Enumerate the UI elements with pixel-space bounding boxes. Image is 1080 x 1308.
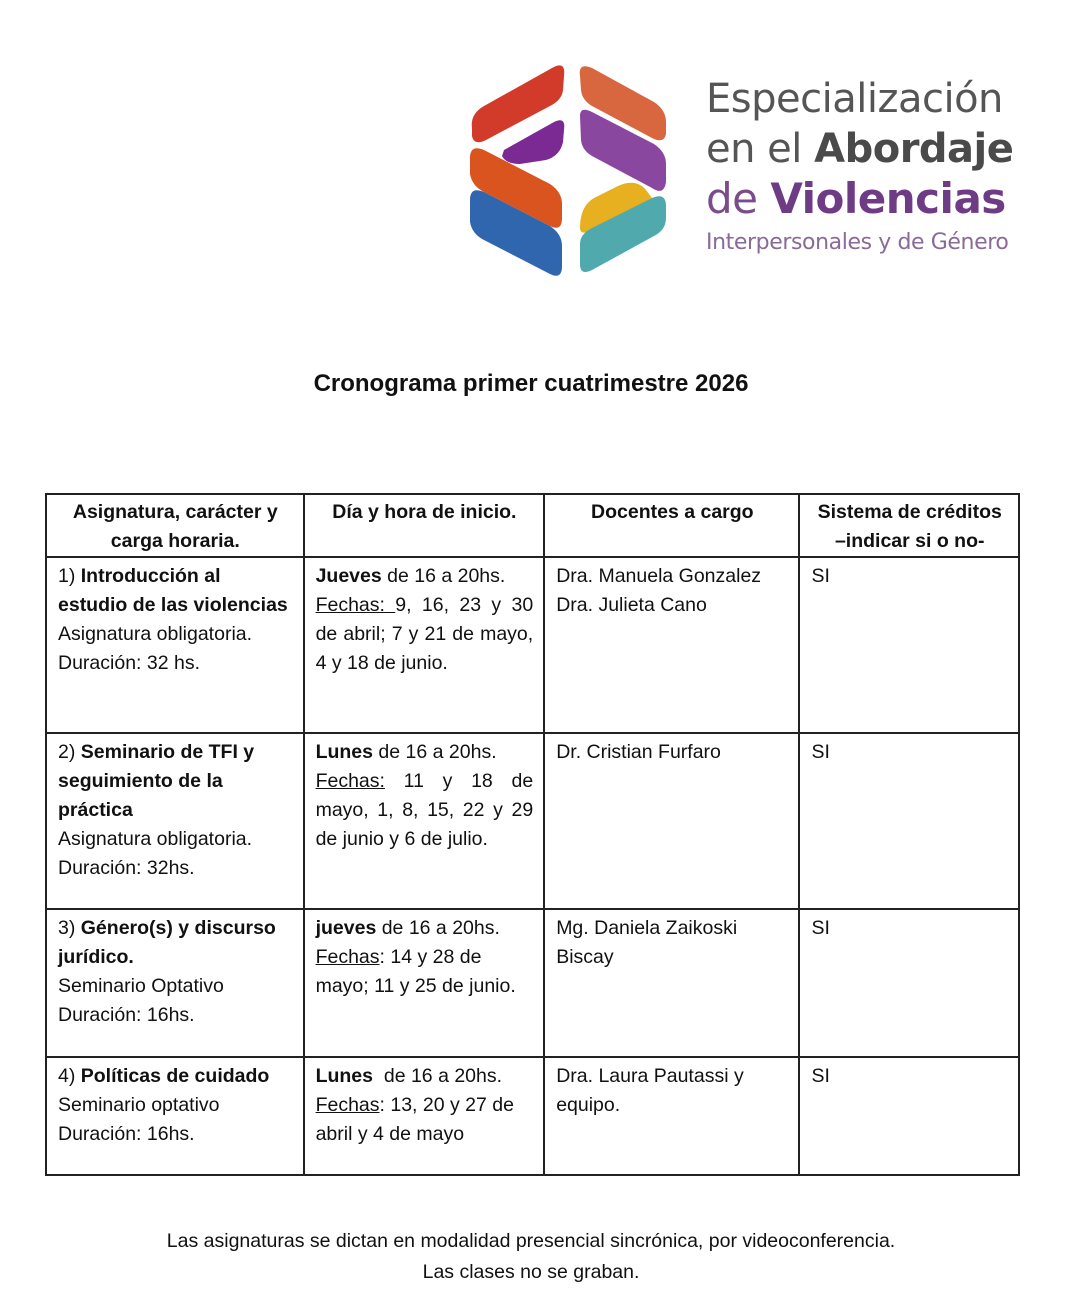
day-time-cell xyxy=(304,557,545,733)
footer-note xyxy=(0,1226,1062,1288)
header-day-time: Día y hora de inicio. xyxy=(304,494,545,557)
logo-wordmark xyxy=(706,74,1026,255)
day-time-cell xyxy=(304,1057,545,1175)
teachers-cell xyxy=(544,733,799,909)
logo-line-4: Interpersonales y de Género xyxy=(706,230,1009,255)
time-range: de 16 a 20hs. xyxy=(381,565,506,587)
logo-line-1: Especialización xyxy=(706,76,1003,122)
subject-name: Introducción al estudio de las violencias xyxy=(58,565,288,616)
subject-cell xyxy=(46,557,304,733)
table-row xyxy=(46,909,1019,1057)
subject-cell xyxy=(46,733,304,909)
page-title: Cronograma primer cuatrimestre 2026 xyxy=(313,370,749,397)
weekday: jueves xyxy=(315,917,377,939)
teachers-cell xyxy=(544,1057,799,1175)
table-header-row xyxy=(46,494,1019,557)
table-row xyxy=(46,1057,1019,1175)
dates-list: 9, 16, 23 y 30 de abril; 7 y 21 de mayo, 4 y 18 de junio. xyxy=(315,594,534,674)
logo-line-2 xyxy=(706,124,1026,174)
subject-name: Género(s) y discurso jurídico. xyxy=(58,917,276,968)
header-teachers: Docentes a cargo xyxy=(544,494,799,557)
table-row xyxy=(46,557,1019,733)
weekday: Lunes xyxy=(315,1065,374,1087)
credits-cell: SI xyxy=(799,1057,1019,1175)
dates-label: Fechas: xyxy=(315,770,385,792)
time-range: de 16 a 20hs. xyxy=(373,1065,503,1087)
credits-cell: SI xyxy=(799,909,1019,1057)
logo-hexagon-icon xyxy=(466,58,676,280)
logo-line-2-bold: Abordaje xyxy=(814,126,1014,172)
teacher-name: Dra. Laura Pautassi y equipo. xyxy=(556,1065,744,1116)
footer-line-2: Las clases no se graban. xyxy=(422,1261,640,1283)
teacher-name: Dra. Julieta Cano xyxy=(556,594,707,616)
footer-line-1: Las asignaturas se dictan en modalidad presencial sincrónica, por videoconferencia. xyxy=(166,1230,896,1252)
credits-cell: SI xyxy=(799,733,1019,909)
time-range: de 16 a 20hs. xyxy=(376,917,500,939)
day-time-cell xyxy=(304,733,545,909)
subject-type: Seminario optativo xyxy=(58,1094,220,1116)
dates-list: : 13, 20 y 27 de abril y 4 de mayo xyxy=(315,1094,514,1145)
logo-line-3-bold: Violencias xyxy=(770,174,1006,223)
dates-label: Fechas xyxy=(315,1094,380,1116)
subject-number: 2) xyxy=(58,741,81,763)
header-subject: Asignatura, carácter y carga horaria. xyxy=(46,494,304,557)
subject-name: Seminario de TFI y seguimiento de la práctica xyxy=(58,741,255,821)
subject-duration: Duración: 32 hs. xyxy=(58,652,200,674)
dates-list: 11 y 18 de mayo, 1, 8, 15, 22 y 29 de junio y 6 de julio. xyxy=(315,770,534,850)
subject-duration: Duración: 32hs. xyxy=(58,857,195,879)
weekday: Jueves xyxy=(315,565,382,587)
subject-duration: Duración: 16hs. xyxy=(58,1123,195,1145)
dates-list: : 14 y 28 de mayo; 11 y 25 de junio. xyxy=(315,946,516,997)
subject-type: Asignatura obligatoria. xyxy=(58,828,253,850)
header-credits: Sistema de créditos –indicar si o no- xyxy=(799,494,1019,557)
dates-label: Fechas: xyxy=(315,594,396,616)
teacher-name: Dra. Manuela Gonzalez xyxy=(556,565,762,587)
schedule-table xyxy=(45,493,1020,1176)
teachers-cell xyxy=(544,909,799,1057)
subject-number: 1) xyxy=(58,565,81,587)
subject-cell xyxy=(46,1057,304,1175)
logo-segment-purple-left xyxy=(502,120,564,164)
credits-cell: SI xyxy=(799,557,1019,733)
time-range: de 16 a 20hs. xyxy=(373,741,497,763)
subject-cell xyxy=(46,909,304,1057)
subject-type: Seminario Optativo xyxy=(58,975,224,997)
teacher-name: Dr. Cristian Furfaro xyxy=(556,741,721,763)
dates-label: Fechas xyxy=(315,946,380,968)
logo-line-2-light: en el xyxy=(706,126,815,172)
subject-type: Asignatura obligatoria. xyxy=(58,623,253,645)
teachers-cell xyxy=(544,557,799,733)
teacher-name: Mg. Daniela Zaikoski Biscay xyxy=(556,917,738,968)
logo-line-3 xyxy=(706,174,1026,224)
logo-line-3-light: de xyxy=(706,174,771,223)
subject-number: 4) xyxy=(58,1065,81,1087)
subject-number: 3) xyxy=(58,917,81,939)
weekday: Lunes xyxy=(315,741,374,763)
table-row xyxy=(46,733,1019,909)
subject-duration: Duración: 16hs. xyxy=(58,1004,195,1026)
day-time-cell xyxy=(304,909,545,1057)
subject-name: Políticas de cuidado xyxy=(80,1065,270,1087)
